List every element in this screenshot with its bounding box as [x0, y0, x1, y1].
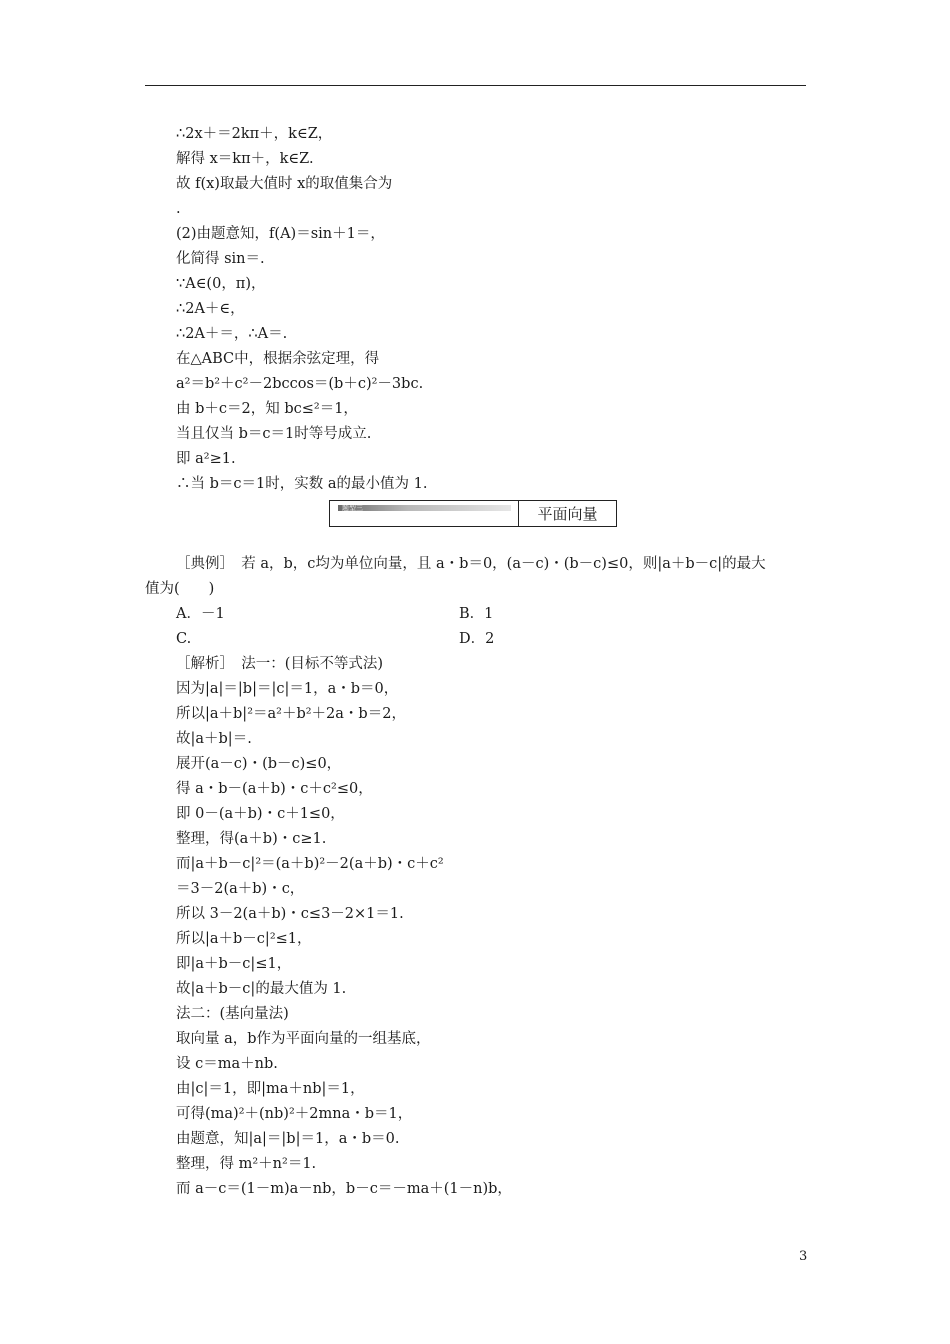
text-line: ∴2A＋∈，	[176, 301, 245, 317]
text-line: 由题意，知|a|＝|b|＝1，a・b＝0.	[176, 1131, 400, 1147]
section-tag-label: 题型三	[342, 504, 363, 512]
text-line: ∵A∈(0，π)，	[176, 276, 266, 292]
text-line: a²＝b²＋c²－2bccos＝(b＋c)²－3bc.	[176, 376, 424, 392]
example-question-cont: 值为( )	[145, 581, 215, 597]
text-line: 展开(a－c)・(b－c)≤0，	[176, 756, 342, 772]
text-line: 整理，得(a＋b)・c≥1.	[176, 831, 327, 847]
text-line: 故 f(x)取最大值时 x的取值集合为	[176, 176, 393, 192]
text-line: 取向量 a，b作为平面向量的一组基底，	[176, 1031, 431, 1047]
text-line: 可得(ma)²＋(nb)²＋2mna・b＝1，	[176, 1106, 413, 1122]
option-c: C.	[176, 631, 192, 647]
text-line: ∴2A＋＝，∴A＝.	[176, 326, 288, 342]
text-line: 解得 x＝kπ＋，k∈Z.	[176, 151, 314, 167]
text-line: 即|a＋b－c|≤1，	[176, 956, 292, 972]
text-line: 得 a・b－(a＋b)・c＋c²≤0，	[176, 781, 373, 797]
section-tag-bar	[338, 505, 511, 511]
text-line: 化简得 sin＝.	[176, 251, 265, 267]
text-line: 当且仅当 b＝c＝1时等号成立.	[176, 426, 372, 442]
text-line: 设 c＝ma＋nb.	[176, 1056, 278, 1072]
text-line: .	[176, 201, 181, 217]
option-d: D．2	[459, 631, 495, 647]
text-line: 所以|a＋b|²＝a²＋b²＋2a・b＝2，	[176, 706, 406, 722]
section-tag	[330, 501, 519, 526]
text-line: 在△ABC中，根据余弦定理，得	[176, 351, 380, 367]
text-line: 由 b＋c＝2，知 bc≤²＝1，	[176, 401, 358, 417]
text-line: 即 0－(a＋b)・c＋1≤0，	[176, 806, 345, 822]
text-line: 而 a－c＝(1－m)a－nb，b－c＝－ma＋(1－n)b，	[176, 1181, 512, 1197]
text-line: 因为|a|＝|b|＝|c|＝1，a・b＝0，	[176, 681, 399, 697]
text-line: 所以 3－2(a＋b)・c≤3－2×1＝1.	[176, 906, 404, 922]
option-b: B．1	[459, 606, 494, 622]
option-a: A．－1	[176, 606, 225, 622]
text-line: 故|a＋b－c|的最大值为 1.	[176, 981, 347, 997]
text-line: ∴2x＋＝2kπ＋，k∈Z，	[176, 126, 333, 142]
text-line: (2)由题意知，f(A)＝sin＋1＝，	[176, 226, 385, 242]
header-rule	[145, 85, 806, 86]
text-line: 故|a＋b|＝.	[176, 731, 252, 747]
section-title: 平面向量	[537, 505, 598, 523]
page-number: 3	[799, 1249, 808, 1264]
text-line: 由|c|＝1，即|ma＋nb|＝1，	[176, 1081, 365, 1097]
text-line: ［解析］ 法一：(目标不等式法)	[176, 656, 384, 672]
text-line: ∴当 b＝c＝1时，实数 a的最小值为 1.	[176, 476, 428, 492]
section-heading	[329, 500, 617, 527]
text-line: 整理，得 m²＋n²＝1.	[176, 1156, 317, 1172]
text-line: 法二：(基向量法)	[176, 1006, 289, 1022]
example-question: ［典例］ 若 a，b，c均为单位向量，且 a・b＝0，(a－c)・(b－c)≤0，则|a＋b－c|的最大	[176, 556, 766, 572]
text-line: 即 a²≥1.	[176, 451, 236, 467]
text-line: 所以|a＋b－c|²≤1，	[176, 931, 312, 947]
text-line: ＝3－2(a＋b)・c，	[176, 881, 305, 897]
text-line: 而|a＋b－c|²＝(a＋b)²－2(a＋b)・c＋c²	[176, 856, 444, 872]
